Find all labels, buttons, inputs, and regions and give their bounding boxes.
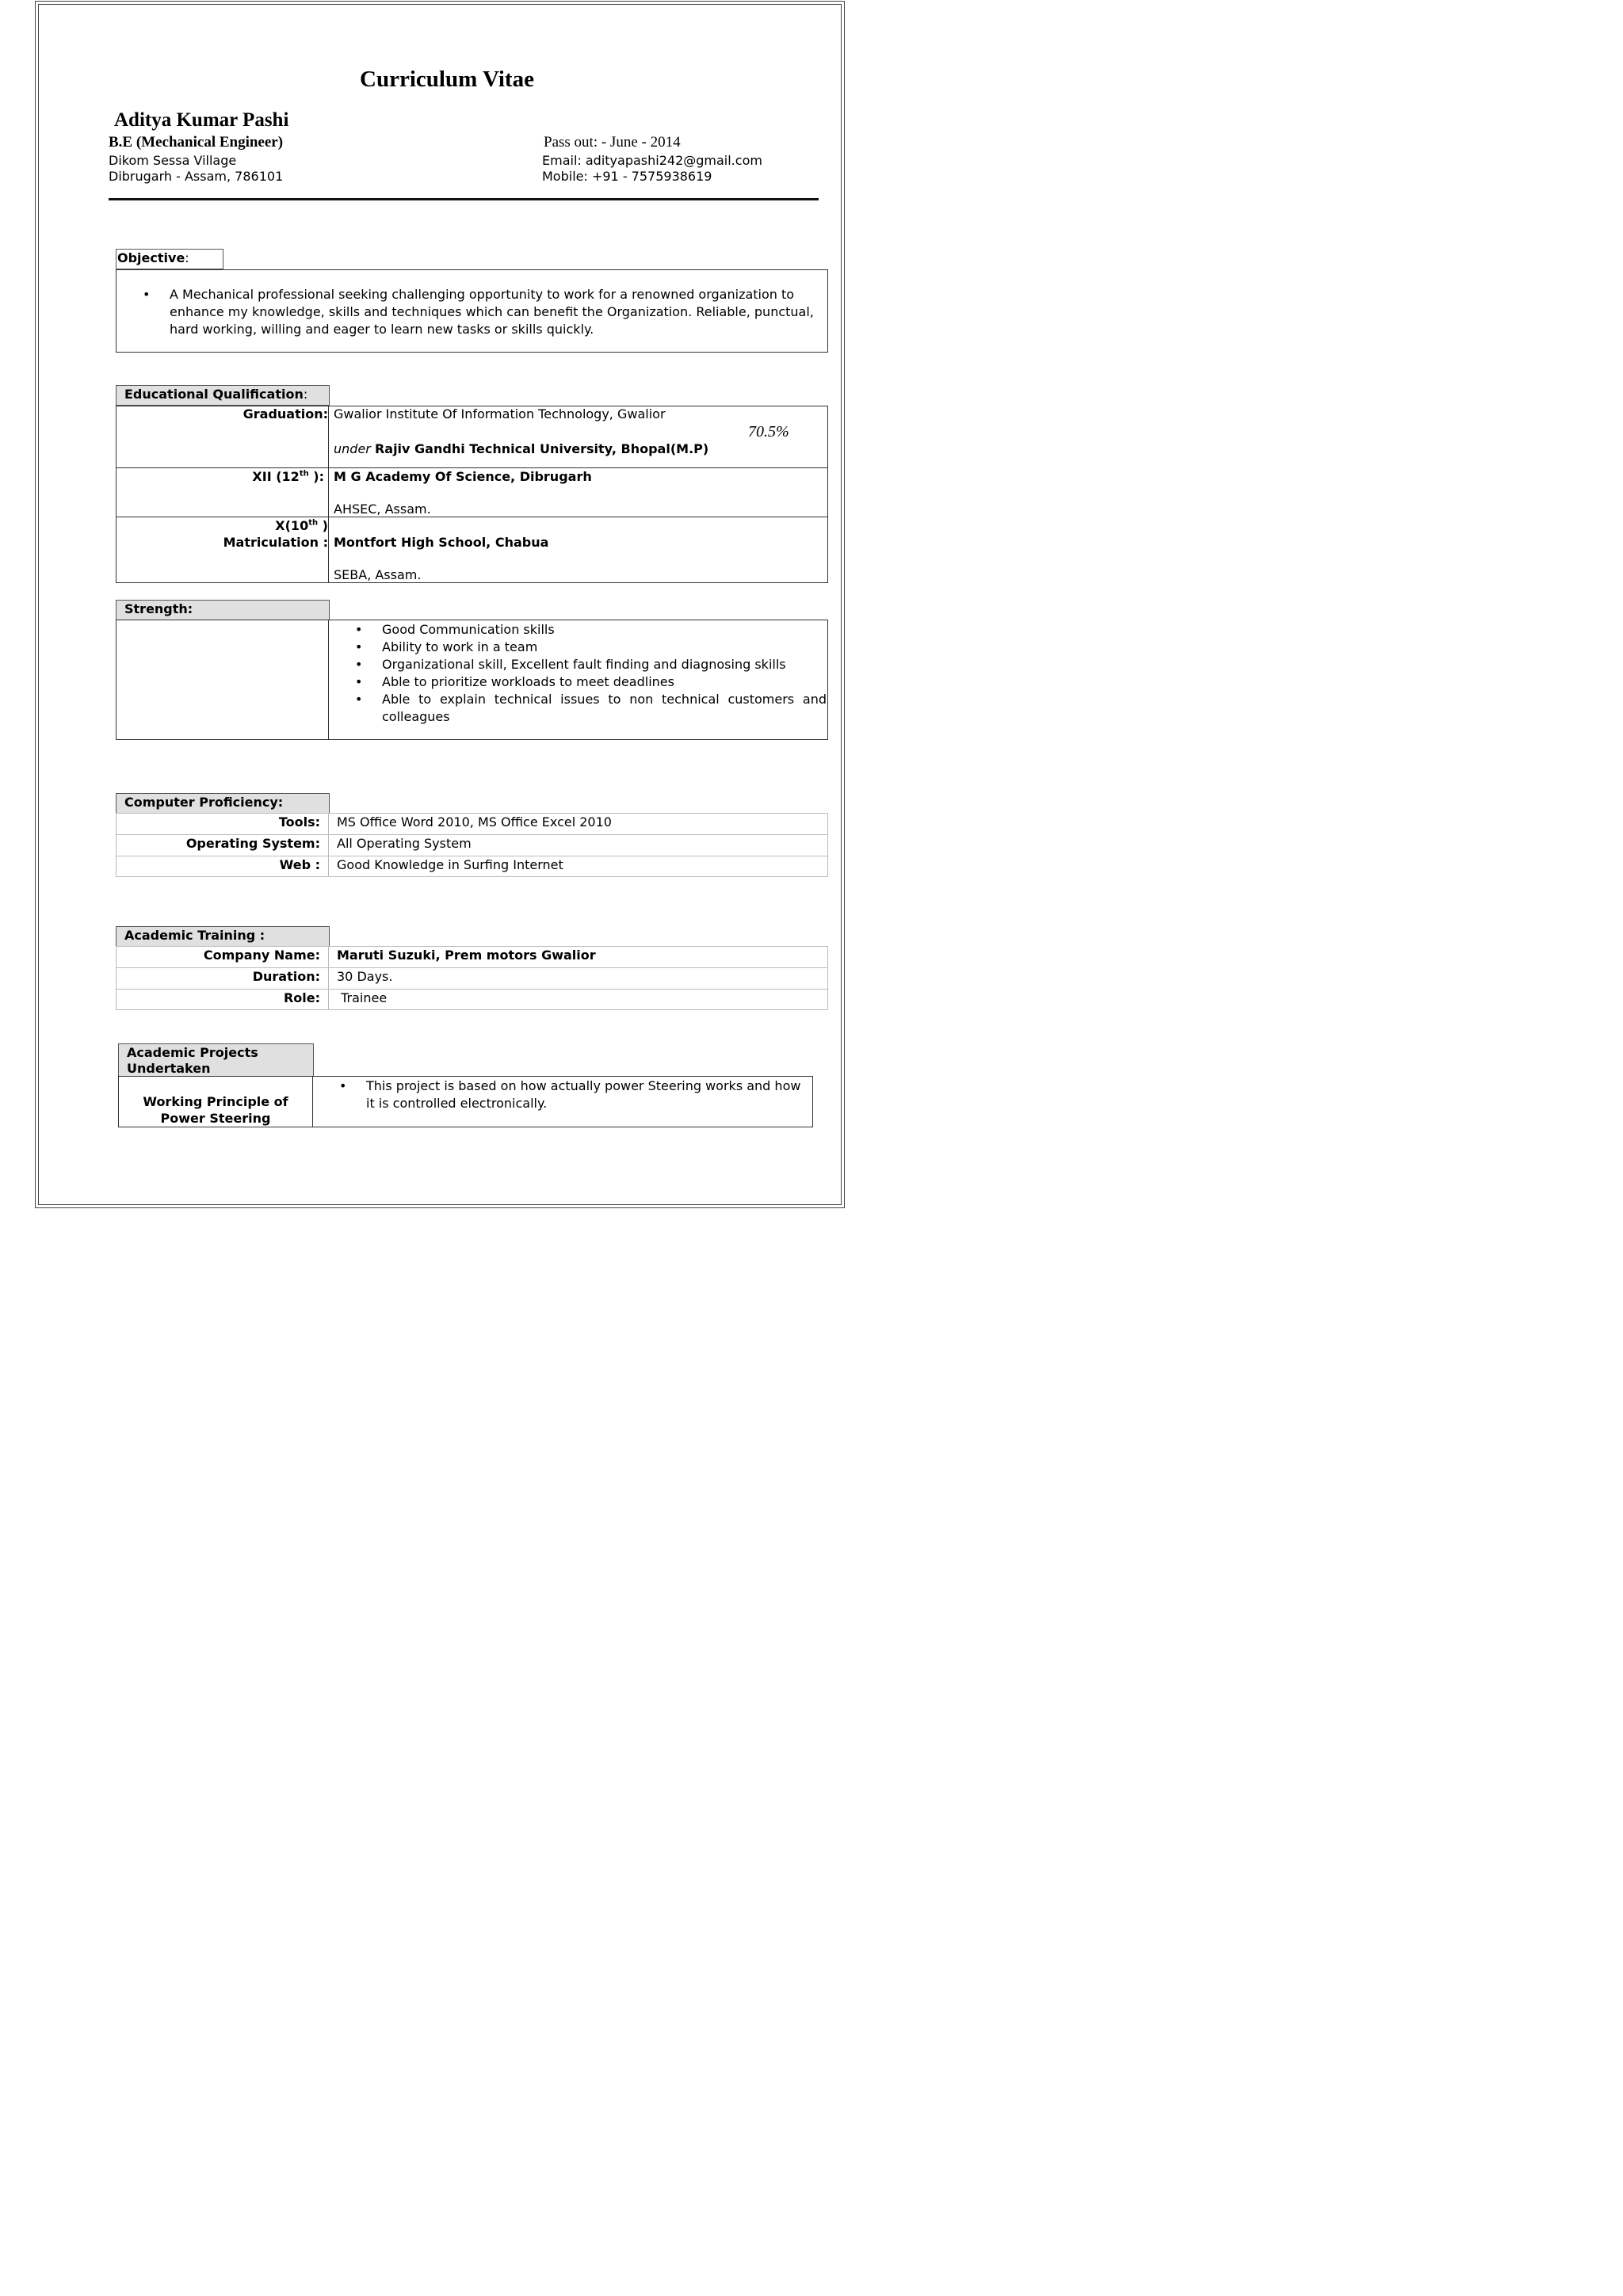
company-label: Company Name: [203, 948, 320, 963]
training-row-line [116, 967, 828, 968]
education-row-line [116, 467, 828, 468]
x-board: SEBA, Assam. [334, 567, 422, 582]
project-title: Working Principle of Power Steering [143, 1094, 288, 1126]
strength-item: • Organizational skill, Excellent fault finding and diagnosing skills [355, 657, 786, 672]
candidate-name: Aditya Kumar Pashi [114, 109, 289, 131]
pass-out: Pass out: - June - 2014 [544, 134, 681, 151]
web-value: Good Knowledge in Surfing Internet [337, 857, 563, 872]
web-label: Web : [279, 857, 320, 872]
graduation-university: Rajiv Gandhi Technical University, Bhopal(M.P) [374, 441, 709, 456]
objective-text: • A Mechanical professional seeking challenging opportunity to work for a renowned organization to enhance my knowledge, skills and techniques which can benefit the Organization. Reliable, punctual, hard working, willing and eager to learn new tasks or skills quickly. [143, 287, 814, 337]
mobile: Mobile: +91 - 7575938619 [542, 169, 712, 184]
projects-heading: Academic Projects Undertaken [118, 1043, 314, 1077]
company-value: Maruti Suzuki, Prem motors Gwalior [337, 948, 596, 963]
xii-label: XII (12th ): [252, 469, 324, 484]
matriculation-label: Matriculation : [223, 535, 328, 550]
os-value: All Operating System [337, 836, 472, 851]
strength-divider [328, 620, 329, 740]
x-label: X(10th ) [275, 518, 328, 533]
strength-heading: Strength: [116, 600, 330, 620]
strength-item: • Ability to work in a team [355, 639, 538, 654]
address-line-1: Dikom Sessa Village [109, 153, 237, 168]
project-description: • This project is based on how actually power Steering works and how it is controlled electronically. [339, 1078, 801, 1111]
degree: B.E (Mechanical Engineer) [109, 134, 284, 151]
strength-item: • Able to explain technical issues to non technical customers and colleagues [355, 692, 827, 724]
objective-heading: Objective: [116, 249, 223, 269]
graduation-score: 70.5% [748, 423, 789, 441]
strength-list [355, 621, 827, 726]
training-heading: Academic Training : [116, 926, 330, 947]
computer-heading: Computer Proficiency: [116, 793, 330, 814]
computer-divider [328, 813, 329, 877]
tools-label: Tools: [278, 814, 320, 830]
role-label: Role: [283, 990, 320, 1005]
os-label: Operating System: [185, 836, 320, 851]
role-value: Trainee [337, 990, 388, 1005]
strength-item: • Able to prioritize workloads to meet deadlines [355, 674, 674, 689]
projects-divider [312, 1076, 313, 1127]
education-divider [328, 406, 329, 583]
training-row-line [116, 989, 828, 990]
xii-board: AHSEC, Assam. [334, 502, 431, 517]
graduation-institute: Gwalior Institute Of Information Technology, Gwalior [334, 406, 666, 421]
education-table [116, 406, 828, 583]
duration-label: Duration: [252, 969, 320, 984]
strength-item: • Good Communication skills [355, 622, 555, 637]
xii-school: M G Academy Of Science, Dibrugarh [334, 469, 592, 484]
document-title: Curriculum Vitae [360, 67, 534, 92]
x-school: Montfort High School, Chabua [334, 535, 549, 550]
email: Email: adityapashi242@gmail.com [542, 153, 762, 168]
education-heading: Educational Qualification: [116, 385, 330, 406]
objective-box [116, 269, 828, 353]
computer-row-line [116, 834, 828, 835]
graduation-label: Graduation: [242, 406, 328, 421]
training-divider [328, 946, 329, 1010]
duration-value: 30 Days. [337, 969, 393, 984]
graduation-university-line: under Rajiv Gandhi Technical University, Bhopal(M.P) [334, 441, 709, 456]
header-divider [109, 198, 819, 200]
address-line-2: Dibrugarh - Assam, 786101 [109, 169, 284, 184]
tools-value: MS Office Word 2010, MS Office Excel 2010 [337, 814, 612, 830]
